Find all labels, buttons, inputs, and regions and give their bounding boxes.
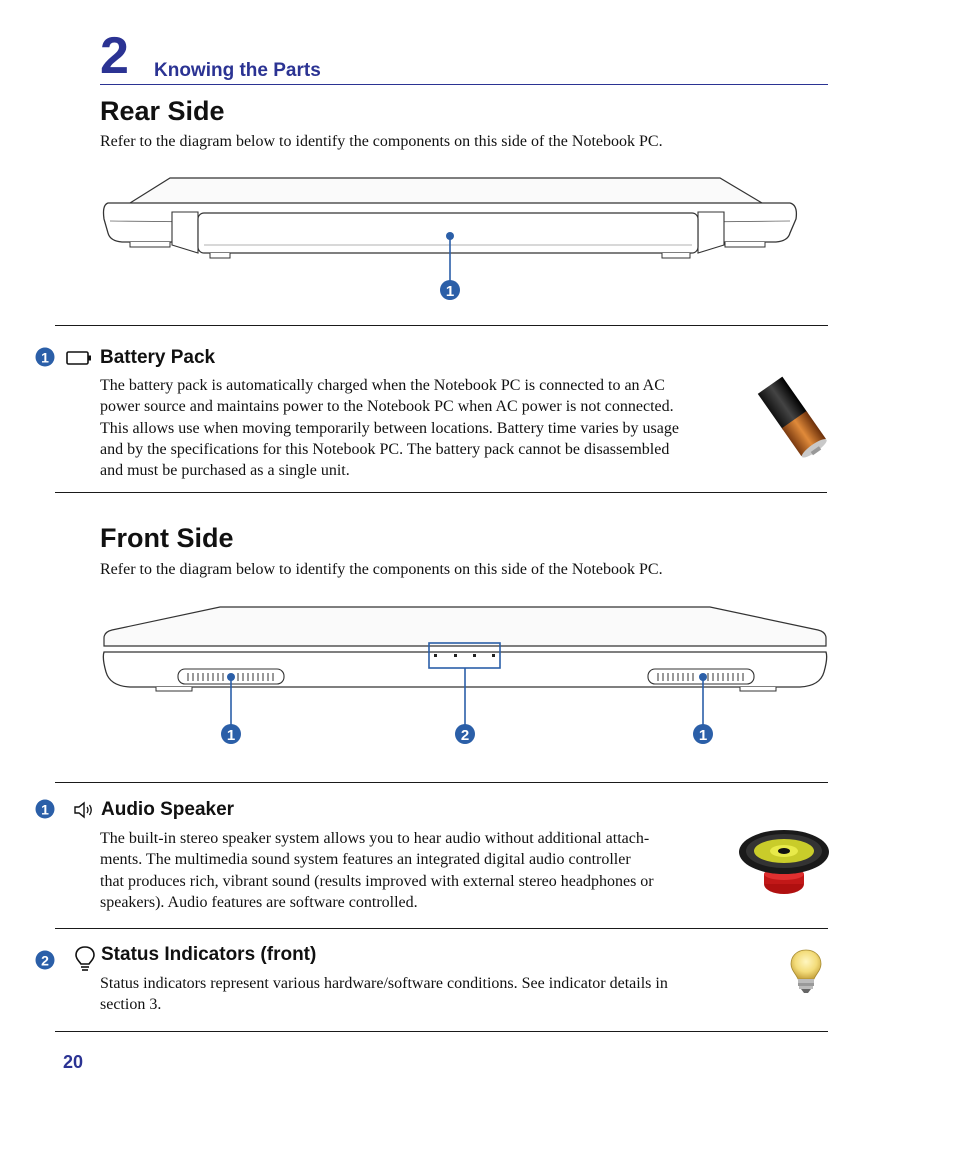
front-callout-2-label: 2 <box>460 727 470 744</box>
battery-item-number-badge <box>35 347 55 367</box>
front-callout-1-left-label: 1 <box>226 727 236 744</box>
speaker-line-4: speakers). Audio features are software controlled. <box>100 893 418 911</box>
status-indicators-heading: Status Indicators (front) <box>101 944 317 965</box>
battery-line-4: and by the specifications for this Notebook PC. The battery pack cannot be disassembled <box>100 440 670 458</box>
rear-callout-1-label: 1 <box>445 283 455 300</box>
chapter-number: 2 <box>100 27 129 85</box>
front-side-intro: Refer to the diagram below to identify the components on this side of the Notebook PC. <box>100 561 663 578</box>
speaker-item-number: 1 <box>41 801 49 818</box>
battery-pack-description <box>100 375 750 481</box>
front-divider-top <box>55 782 828 783</box>
rear-side-diagram <box>100 175 800 305</box>
chapter-title: Knowing the Parts <box>154 60 321 81</box>
front-side-heading: Front Side <box>100 523 234 553</box>
audio-speaker-heading: Audio Speaker <box>101 799 235 820</box>
speaker-item-number-badge <box>35 799 55 819</box>
audio-speaker-description <box>100 828 730 913</box>
speaker-line-2: ments. The multimedia sound system features an integrated digital audio controller <box>100 851 631 869</box>
front-callout-1-right-label: 1 <box>698 727 708 744</box>
battery-line-5: and must be purchased as a single unit. <box>100 462 350 480</box>
status-item-number-badge <box>35 950 55 970</box>
front-side-diagram <box>100 602 832 752</box>
status-indicators-description <box>100 973 750 1016</box>
speaker-icon <box>72 800 96 820</box>
rear-divider-bottom <box>55 492 827 493</box>
page-number: 20 <box>63 1052 84 1072</box>
battery-line-1: The battery pack is automatically charged when the Notebook PC is connected to an AC <box>100 377 665 394</box>
header-rule <box>100 84 828 85</box>
rear-divider-top <box>55 325 828 326</box>
battery-icon <box>66 351 92 365</box>
rear-side-intro: Refer to the diagram below to identify the components on this side of the Notebook PC. <box>100 133 663 150</box>
lightbulb-photo <box>786 948 826 996</box>
speaker-line-1: The built-in stereo speaker system allows you to hear audio without additional attach- <box>100 830 650 847</box>
front-divider-middle <box>55 928 828 929</box>
battery-photo <box>756 376 830 460</box>
front-divider-bottom <box>55 1031 828 1032</box>
battery-line-3: This allows use when moving temporarily between locations. Battery time varies by usage <box>100 419 679 437</box>
speaker-line-3: that produces rich, vibrant sound (results improved with external stereo headphones or <box>100 872 654 890</box>
battery-line-2: power source and maintains power to the Notebook PC when AC power is not connected. <box>100 398 674 416</box>
lightbulb-icon <box>74 945 96 973</box>
speaker-photo <box>738 826 830 900</box>
battery-item-number: 1 <box>41 349 49 366</box>
status-line-1: Status indicators represent various hardware/software conditions. See indicator details in <box>100 975 668 992</box>
battery-pack-heading: Battery Pack <box>100 347 216 368</box>
status-item-number: 2 <box>41 952 49 969</box>
rear-side-heading: Rear Side <box>100 96 225 126</box>
status-line-2: section 3. <box>100 996 162 1014</box>
